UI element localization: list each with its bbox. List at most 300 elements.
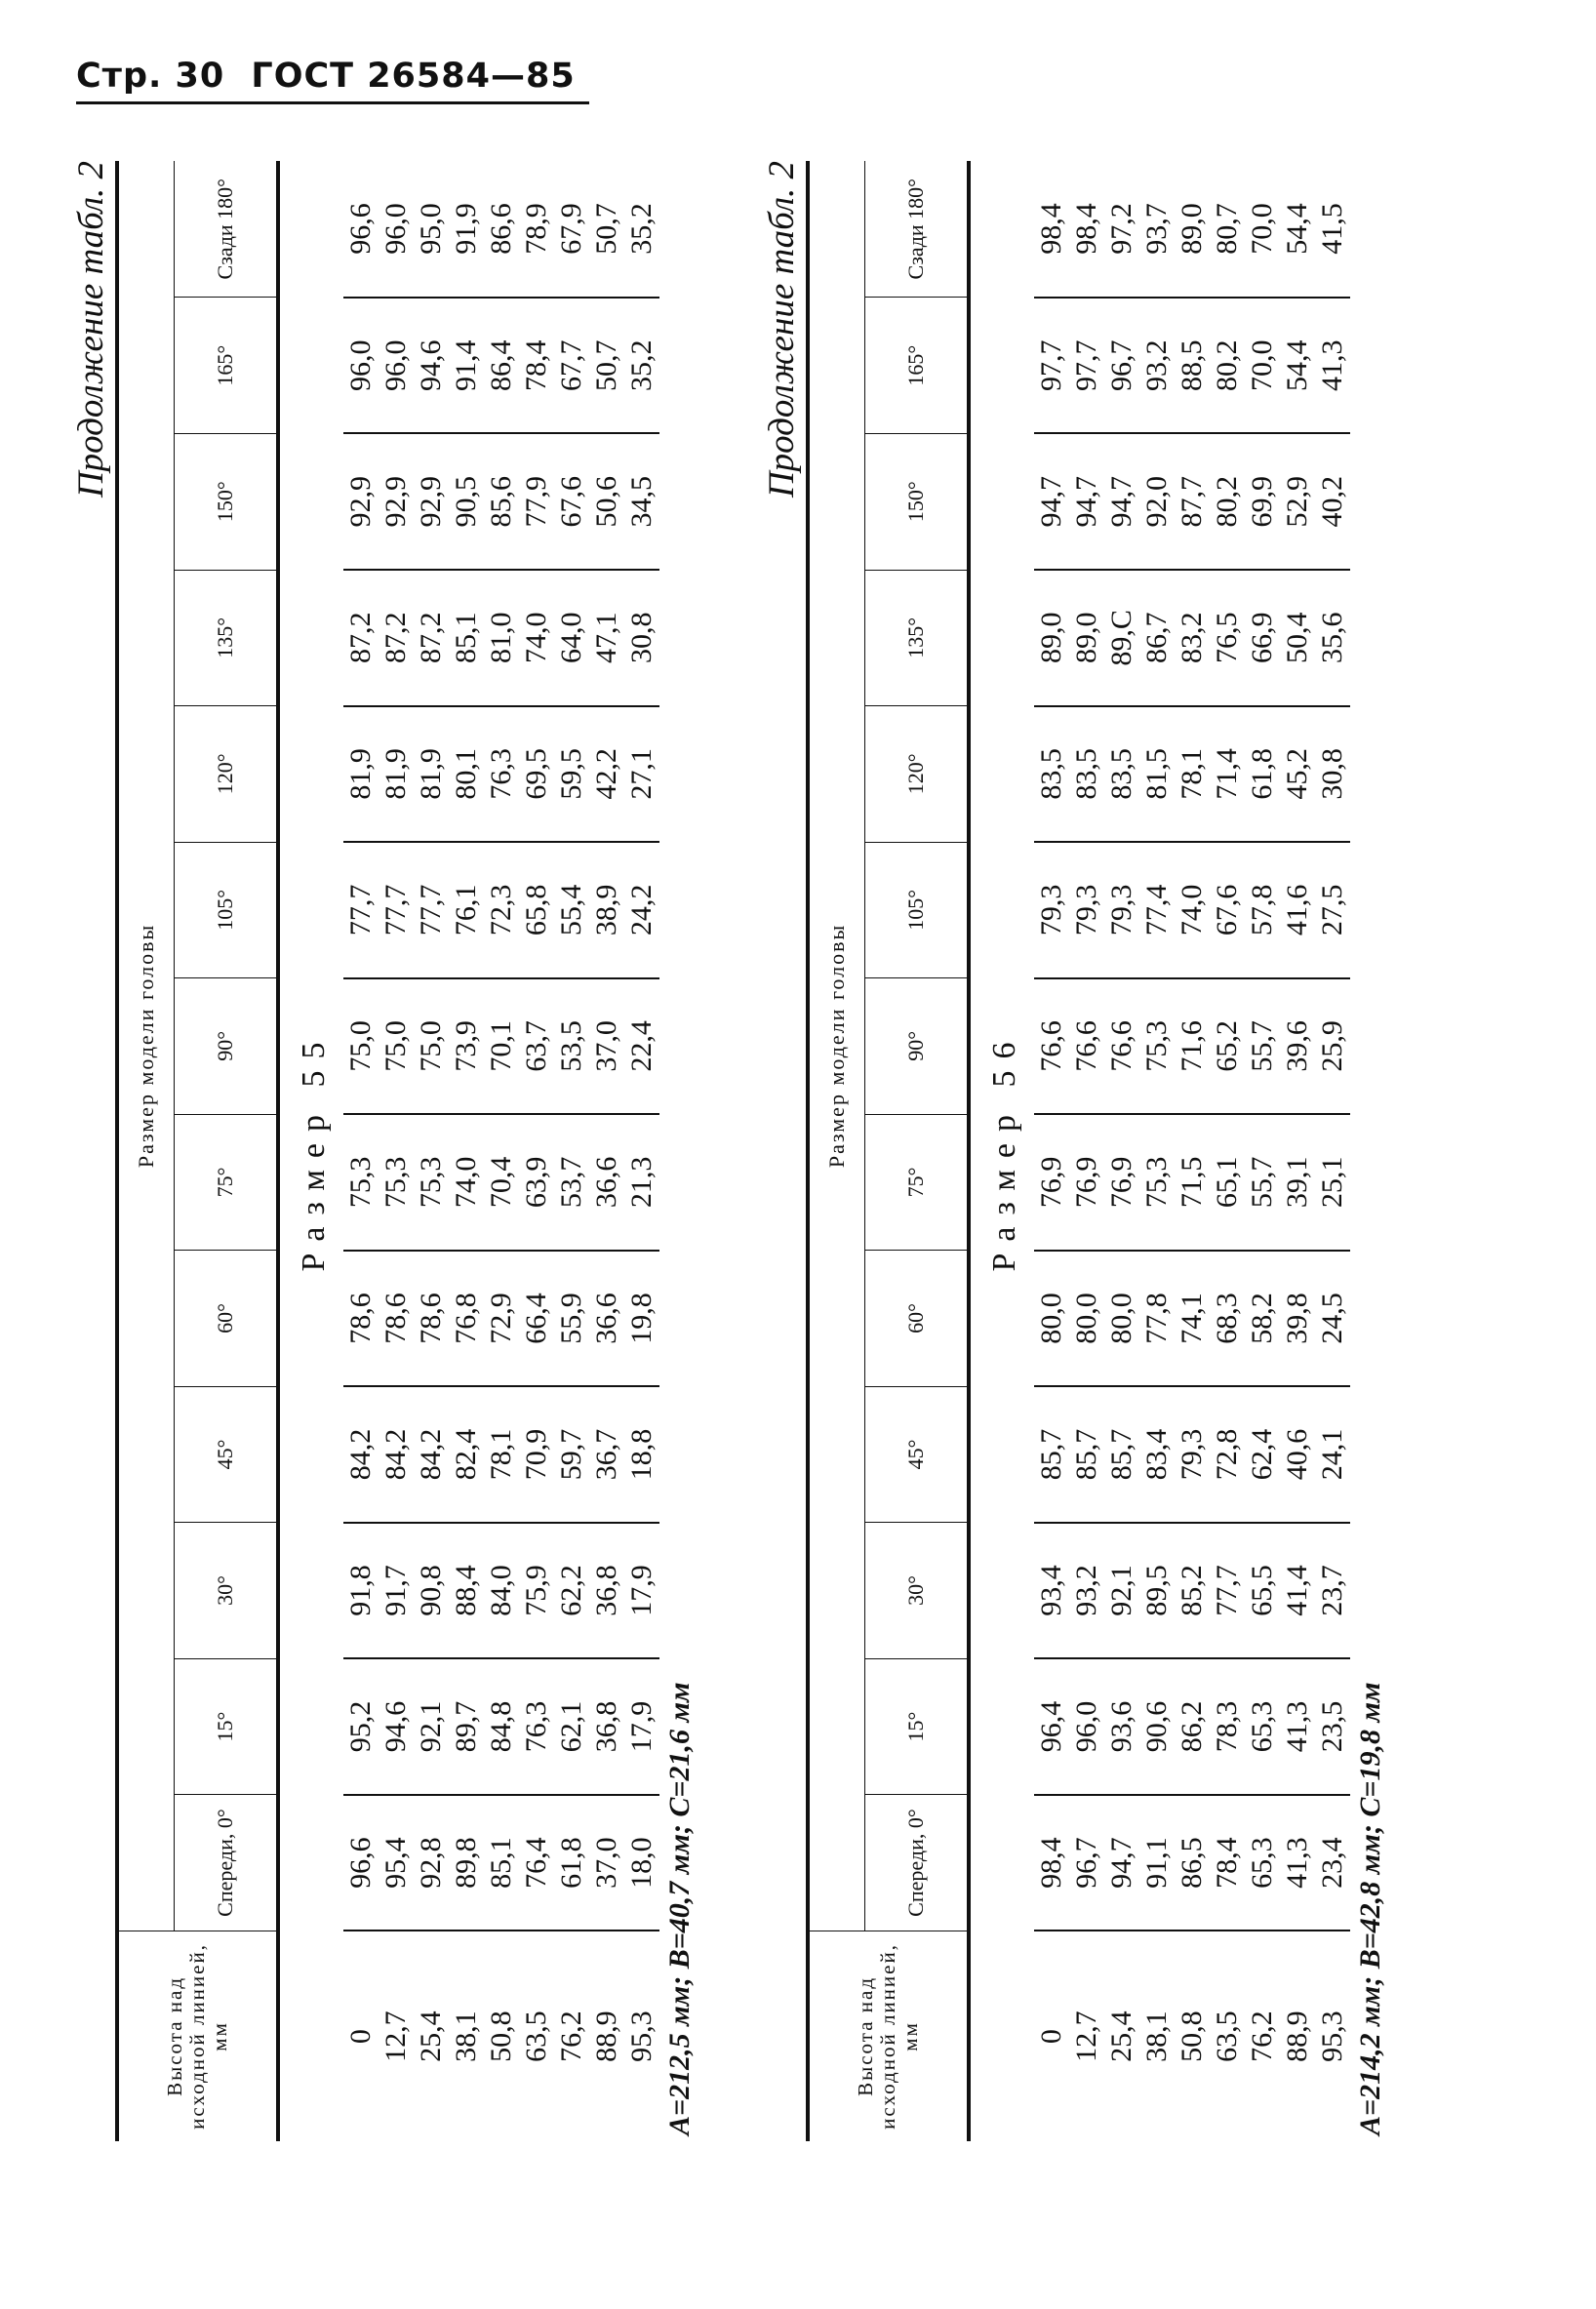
- table-cell: 85,1: [450, 612, 482, 664]
- table-cell: 84,0: [485, 1565, 517, 1616]
- table-cell: 87,7: [1176, 476, 1208, 528]
- table-cell: 41,6: [1281, 884, 1313, 936]
- table-cell: 86,7: [1140, 612, 1173, 664]
- table-cell: 76,5: [1211, 612, 1243, 664]
- table-cell: 61,8: [555, 1837, 587, 1889]
- table-cell: 70,0: [1246, 203, 1278, 255]
- table-cell: 87,2: [344, 612, 377, 664]
- table-cell: 77,7: [1211, 1565, 1243, 1616]
- table-cell: 83,2: [1176, 612, 1208, 664]
- table-cell: 78,6: [379, 1293, 412, 1344]
- table-cell: 80,0: [1070, 1293, 1102, 1344]
- size-label: Размер: [296, 1102, 332, 1272]
- table-cell: 22,4: [625, 1020, 658, 1072]
- angle-header: 135°: [865, 570, 970, 706]
- table-cell: 78,4: [1211, 1837, 1243, 1889]
- angle-header: 30°: [865, 1523, 970, 1659]
- angle-header: 150°: [865, 434, 970, 571]
- table-cell: 67,7: [555, 339, 587, 391]
- table-cell: 96,0: [1070, 1700, 1102, 1753]
- table-cell: 76,2: [555, 2010, 587, 2062]
- table-cell: 68,3: [1211, 1293, 1243, 1344]
- table-cell: 89,7: [450, 1700, 482, 1753]
- table-block-1: [70, 161, 787, 2141]
- values-cell: [343, 161, 659, 298]
- height-column-header: Высота над исходной линией, мм: [117, 1931, 278, 2141]
- table-cell: 89,0: [1176, 203, 1208, 255]
- values-cell: [1034, 1795, 1350, 1931]
- table-cell: 69,5: [520, 748, 552, 800]
- table-cell: 75,0: [379, 1020, 412, 1072]
- table-cell: 65,2: [1211, 1020, 1243, 1072]
- table-cell: 80,2: [1211, 476, 1243, 528]
- table-cell: 58,2: [1246, 1293, 1278, 1344]
- data-table: [806, 161, 1387, 2141]
- table-cell: 66,9: [1246, 612, 1278, 664]
- table-cell: 83,4: [1140, 1428, 1173, 1481]
- table-cell: 98,4: [1035, 203, 1067, 255]
- table-cell: 95,4: [379, 1837, 412, 1889]
- table-cell: 71,6: [1176, 1020, 1208, 1072]
- angle-header: 120°: [865, 706, 970, 843]
- table-cell: 92,1: [415, 1700, 447, 1753]
- table-cell: 42,2: [590, 748, 622, 800]
- table-cell: 86,4: [485, 339, 517, 391]
- table-cell: 36,8: [590, 1700, 622, 1753]
- table-cell: 78,6: [344, 1293, 377, 1344]
- table-cell: 80,0: [1035, 1293, 1067, 1344]
- values-cell: [343, 1795, 659, 1931]
- table-cell: 97,7: [1035, 339, 1067, 391]
- table-cell: 92,9: [344, 476, 377, 528]
- table-cell: 92,9: [379, 476, 412, 528]
- table-cell: 96,0: [344, 339, 377, 391]
- table-cell: 55,7: [1246, 1156, 1278, 1209]
- table-cell: 95,3: [1316, 2010, 1348, 2062]
- table-cell: 39,8: [1281, 1293, 1313, 1344]
- table-cell: 45,2: [1281, 748, 1313, 800]
- table-cell: 77,7: [379, 884, 412, 936]
- table-cell: 52,9: [1281, 476, 1313, 528]
- table-cell: 91,8: [344, 1565, 377, 1616]
- table-cell: 89,8: [450, 1837, 482, 1889]
- angle-header: 135°: [175, 570, 279, 706]
- table-cell: 96,7: [1070, 1837, 1102, 1889]
- table-cell: 76,3: [520, 1700, 552, 1753]
- table-cell: 74,0: [520, 612, 552, 664]
- table-cell: 38,9: [590, 884, 622, 936]
- values-cell: [343, 1386, 659, 1523]
- table-cell: 47,1: [590, 612, 622, 664]
- table-cell: 81,5: [1140, 748, 1173, 800]
- table-cell: 93,2: [1070, 1565, 1102, 1616]
- group-header: Размер модели головы: [808, 161, 865, 1931]
- table-cell: 57,8: [1246, 884, 1278, 936]
- table-cell: 41,3: [1316, 339, 1348, 391]
- table-cell: 0: [344, 2029, 377, 2045]
- values-cell: [343, 1658, 659, 1795]
- table-cell: 27,1: [625, 748, 658, 800]
- table-cell: 50,8: [1176, 2010, 1208, 2062]
- table-cell: 70,1: [485, 1020, 517, 1072]
- table-cell: 24,1: [1316, 1428, 1348, 1481]
- table-cell: 75,3: [1140, 1020, 1173, 1072]
- table-cell: 75,9: [520, 1565, 552, 1616]
- table-cell: 41,4: [1281, 1565, 1313, 1616]
- angle-header: 90°: [865, 978, 970, 1115]
- table-cell: 92,1: [1105, 1565, 1137, 1616]
- table-cell: 70,4: [485, 1156, 517, 1209]
- table-cell: 79,3: [1070, 884, 1102, 936]
- table-cell: 95,0: [415, 203, 447, 255]
- values-cell: [1034, 161, 1350, 298]
- table-cell: 61,8: [1246, 748, 1278, 800]
- table-cell: 75,3: [1140, 1156, 1173, 1209]
- table-cell: 93,6: [1105, 1700, 1137, 1753]
- table-cell: 88,9: [1281, 2010, 1313, 2062]
- table-cell: 74,0: [1176, 884, 1208, 936]
- table-cell: 76,1: [450, 884, 482, 936]
- values-cell: [343, 978, 659, 1115]
- table-cell: 62,2: [555, 1565, 587, 1616]
- table-cell: 71,4: [1211, 748, 1243, 800]
- table-cell: 54,4: [1281, 203, 1313, 255]
- table-cell: 25,4: [1105, 2010, 1137, 2062]
- table-cell: 62,1: [555, 1700, 587, 1753]
- table-cell: 23,5: [1316, 1700, 1348, 1753]
- table-cell: 89,0: [1035, 612, 1067, 664]
- table-cell: 69,9: [1246, 476, 1278, 528]
- table-cell: 76,6: [1035, 1020, 1067, 1072]
- table-cell: 70,0: [1246, 339, 1278, 391]
- table-cell: 94,6: [415, 339, 447, 391]
- table-cell: 96,0: [379, 203, 412, 255]
- table-cell: 91,4: [450, 339, 482, 391]
- table-cell: 25,9: [1316, 1020, 1348, 1072]
- table-cell: 77,7: [415, 884, 447, 936]
- table-cell: 76,6: [1070, 1020, 1102, 1072]
- table-cell: 21,3: [625, 1156, 658, 1209]
- table-cell: 19,8: [625, 1293, 658, 1344]
- table-cell: 96,6: [344, 1837, 377, 1889]
- table-cell: 12,7: [379, 2010, 412, 2062]
- table-cell: 63,7: [520, 1020, 552, 1072]
- table-cell: 94,7: [1105, 1837, 1137, 1889]
- table-cell: 88,4: [450, 1565, 482, 1616]
- table-cell: 83,5: [1105, 748, 1137, 800]
- table-cell: 94,6: [379, 1700, 412, 1753]
- angle-header: 105°: [175, 842, 279, 978]
- table-cell: 76,8: [450, 1293, 482, 1344]
- table-cell: 50,4: [1281, 612, 1313, 664]
- table-cell: 59,7: [555, 1428, 587, 1481]
- table-cell: 66,4: [520, 1293, 552, 1344]
- table-cell: 95,2: [344, 1700, 377, 1753]
- table-cell: 65,3: [1246, 1700, 1278, 1753]
- table-cell: 36,6: [590, 1293, 622, 1344]
- table-cell: 23,4: [1316, 1837, 1348, 1889]
- table-cell: 78,4: [520, 339, 552, 391]
- table-cell: 74,1: [1176, 1293, 1208, 1344]
- table-cell: 35,6: [1316, 612, 1348, 664]
- table-cell: 86,5: [1176, 1837, 1208, 1889]
- values-cell: [1034, 978, 1350, 1115]
- table-cell: 72,3: [485, 884, 517, 936]
- table-cell: 79,3: [1035, 884, 1067, 936]
- angle-header: 75°: [865, 1114, 970, 1251]
- angle-header: 165°: [865, 298, 970, 434]
- table-cell: 85,7: [1070, 1428, 1102, 1481]
- table-cell: 37,0: [590, 1837, 622, 1889]
- table-cell: 87,2: [379, 612, 412, 664]
- size-label: Размер: [986, 1102, 1022, 1272]
- table-cell: 80,7: [1211, 203, 1243, 255]
- table-cell: 93,7: [1140, 203, 1173, 255]
- page-header: [76, 57, 589, 104]
- size-heading: [278, 161, 343, 2141]
- table-cell: 76,2: [1246, 2010, 1278, 2062]
- table-cell: 76,6: [1105, 1020, 1137, 1072]
- table-cell: 85,7: [1035, 1428, 1067, 1481]
- table-cell: 36,7: [590, 1428, 622, 1481]
- table-cell: 77,9: [520, 476, 552, 528]
- table-cell: 80,2: [1211, 339, 1243, 391]
- table-cell: 75,3: [379, 1156, 412, 1209]
- dimensions-note: A=214,2 мм; B=42,8 мм; C=19,8 мм: [1354, 1682, 1386, 2135]
- angle-header: 150°: [175, 434, 279, 571]
- table-cell: 96,6: [344, 203, 377, 255]
- values-cell: [343, 434, 659, 571]
- table-cell: 73,9: [450, 1020, 482, 1072]
- table-cell: 39,1: [1281, 1156, 1313, 1209]
- table-cell: 88,9: [590, 2010, 622, 2062]
- table-cell: 81,0: [485, 612, 517, 664]
- table-cell: 88,5: [1176, 339, 1208, 391]
- table-cell: 92,9: [415, 476, 447, 528]
- table-cell: 65,1: [1211, 1156, 1243, 1209]
- table-cell: 75,0: [344, 1020, 377, 1072]
- table-cell: 84,2: [344, 1428, 377, 1481]
- table-cell: 30,8: [1316, 748, 1348, 800]
- angle-header: 60°: [865, 1251, 970, 1387]
- values-cell: [1034, 706, 1350, 843]
- table-cell: 93,2: [1140, 339, 1173, 391]
- table-cell: 94,7: [1105, 476, 1137, 528]
- table-cell: 91,1: [1140, 1837, 1173, 1889]
- angle-header: Спереди, 0°: [175, 1795, 279, 1931]
- table-cell: 84,2: [415, 1428, 447, 1481]
- table-cell: 97,7: [1070, 339, 1102, 391]
- data-row-group: [1034, 161, 1350, 2141]
- table-cell: 38,1: [1140, 2010, 1173, 2062]
- table-cell: 91,9: [450, 203, 482, 255]
- table-cell: 24,5: [1316, 1293, 1348, 1344]
- table-cell: 67,6: [1211, 884, 1243, 936]
- size-number: 55: [296, 1030, 332, 1088]
- values-cell: [1034, 1658, 1350, 1795]
- table-cell: 17,9: [625, 1700, 658, 1753]
- table-cell: 23,7: [1316, 1565, 1348, 1616]
- table-cell: 90,5: [450, 476, 482, 528]
- table-cell: 50,7: [590, 203, 622, 255]
- table-cell: 78,1: [1176, 748, 1208, 800]
- table-cell: 78,3: [1211, 1700, 1243, 1753]
- table-cell: 36,8: [590, 1565, 622, 1616]
- angle-header: 165°: [175, 298, 279, 434]
- table-cell: 65,5: [1246, 1565, 1278, 1616]
- table-cell: 90,8: [415, 1565, 447, 1616]
- heights-cell: [343, 1931, 659, 2141]
- table-cell: 78,6: [415, 1293, 447, 1344]
- standard-number: ГОСТ 26584—85: [251, 57, 576, 96]
- table-cell: 87,2: [415, 612, 447, 664]
- values-cell: [1034, 1523, 1350, 1659]
- table-cell: 85,6: [485, 476, 517, 528]
- table-cell: 75,0: [415, 1020, 447, 1072]
- group-header: Размер модели головы: [117, 161, 175, 1931]
- angle-header: Сзади 180°: [175, 161, 279, 298]
- table-cell: 76,9: [1035, 1156, 1067, 1209]
- table-cell: 50,7: [590, 339, 622, 391]
- table-cell: 94,7: [1035, 476, 1067, 528]
- angle-header: 90°: [175, 978, 279, 1115]
- data-row-group: [343, 161, 659, 2141]
- table-cell: 83,5: [1070, 748, 1102, 800]
- table-cell: 96,4: [1035, 1700, 1067, 1753]
- table-cell: 55,7: [1246, 1020, 1278, 1072]
- table-cell: 59,5: [555, 748, 587, 800]
- table-cell: 25,4: [415, 2010, 447, 2062]
- table-cell: 39,6: [1281, 1020, 1313, 1072]
- table-cell: 81,9: [415, 748, 447, 800]
- table-cell: 65,8: [520, 884, 552, 936]
- table-cell: 85,1: [485, 1837, 517, 1889]
- table-cell: 80,0: [1105, 1293, 1137, 1344]
- table-cell: 41,5: [1316, 203, 1348, 255]
- table-cell: 77,4: [1140, 884, 1173, 936]
- table-cell: 25,1: [1316, 1156, 1348, 1209]
- page-number: Стр. 30: [76, 57, 225, 96]
- angle-header: 105°: [865, 842, 970, 978]
- table-cell: 78,9: [520, 203, 552, 255]
- table-cell: 78,1: [485, 1428, 517, 1481]
- table-cell: 55,9: [555, 1293, 587, 1344]
- table-cell: 63,9: [520, 1156, 552, 1209]
- values-cell: [1034, 434, 1350, 571]
- table-cell: 41,3: [1281, 1700, 1313, 1753]
- table-cell: 62,4: [1246, 1428, 1278, 1481]
- size-heading: [969, 161, 1034, 2141]
- angle-header: 15°: [865, 1658, 970, 1795]
- table-cell: 72,8: [1211, 1428, 1243, 1481]
- values-cell: [1034, 1251, 1350, 1387]
- table-cell: 36,6: [590, 1156, 622, 1209]
- height-column-header: Высота над исходной линией, мм: [808, 1931, 969, 2141]
- table-cell: 18,0: [625, 1837, 658, 1889]
- table-cell: 63,5: [520, 2010, 552, 2062]
- table-cell: 50,6: [590, 476, 622, 528]
- values-cell: [343, 298, 659, 434]
- table-cell: 34,5: [625, 476, 658, 528]
- angle-header: Сзади 180°: [865, 161, 970, 298]
- values-cell: [1034, 1386, 1350, 1523]
- table-cell: 38,1: [450, 2010, 482, 2062]
- table-cell: 67,9: [555, 203, 587, 255]
- angle-header: 45°: [865, 1386, 970, 1523]
- table-cell: 50,8: [485, 2010, 517, 2062]
- table-cell: 96,0: [379, 339, 412, 391]
- values-cell: [1034, 842, 1350, 978]
- table-cell: 96,7: [1105, 339, 1137, 391]
- values-cell: [343, 706, 659, 843]
- table-cell: 76,9: [1070, 1156, 1102, 1209]
- table-cell: 85,7: [1105, 1428, 1137, 1481]
- table-cell: 89,0: [1070, 612, 1102, 664]
- table-cell: 75,3: [344, 1156, 377, 1209]
- values-cell: [343, 1251, 659, 1387]
- table-cell: 53,7: [555, 1156, 587, 1209]
- table-cell: 83,5: [1035, 748, 1067, 800]
- table-cell: 84,2: [379, 1428, 412, 1481]
- table-caption: Продолжение табл. 2: [762, 161, 802, 498]
- table-cell: 65,3: [1246, 1837, 1278, 1889]
- table-cell: 86,6: [485, 203, 517, 255]
- table-cell: 77,7: [344, 884, 377, 936]
- table-caption: Продолжение табл. 2: [71, 161, 111, 498]
- table-cell: 89,5: [1140, 1565, 1173, 1616]
- table-cell: 64,0: [555, 612, 587, 664]
- table-cell: 93,4: [1035, 1565, 1067, 1616]
- table-cell: 92,0: [1140, 476, 1173, 528]
- values-cell: [343, 1523, 659, 1659]
- angle-header: 45°: [175, 1386, 279, 1523]
- table-cell: 90,6: [1140, 1700, 1173, 1753]
- table-cell: 76,3: [485, 748, 517, 800]
- table-cell: 97,2: [1105, 203, 1137, 255]
- table-cell: 79,3: [1105, 884, 1137, 936]
- table-cell: 81,9: [344, 748, 377, 800]
- angle-header: 75°: [175, 1114, 279, 1251]
- table-cell: 41,3: [1281, 1837, 1313, 1889]
- table-cell: 86,2: [1176, 1700, 1208, 1753]
- table-cell: 30,8: [625, 612, 658, 664]
- data-table: [115, 161, 697, 2141]
- table-cell: 98,4: [1070, 203, 1102, 255]
- table-cell: 98,4: [1035, 1837, 1067, 1889]
- table-cell: 53,5: [555, 1020, 587, 1072]
- table-cell: 95,3: [625, 2010, 658, 2062]
- table-cell: 12,7: [1070, 2010, 1102, 2062]
- table-cell: 54,4: [1281, 339, 1313, 391]
- table-cell: 17,9: [625, 1565, 658, 1616]
- table-cell: 85,2: [1176, 1565, 1208, 1616]
- dimensions-note: A=212,5 мм; B=40,7 мм; C=21,6 мм: [663, 1682, 696, 2135]
- table-cell: 24,2: [625, 884, 658, 936]
- table-cell: 35,2: [625, 203, 658, 255]
- angle-header: Спереди, 0°: [865, 1795, 970, 1931]
- table-cell: 76,9: [1105, 1156, 1137, 1209]
- table-cell: 40,6: [1281, 1428, 1313, 1481]
- table-cell: 74,0: [450, 1156, 482, 1209]
- table-cell: 63,5: [1211, 2010, 1243, 2062]
- angle-header: 15°: [175, 1658, 279, 1795]
- angle-header: 120°: [175, 706, 279, 843]
- angle-header: 60°: [175, 1251, 279, 1387]
- values-cell: [343, 1114, 659, 1251]
- table-cell: 40,2: [1316, 476, 1348, 528]
- table-cell: 35,2: [625, 339, 658, 391]
- table-cell: 27,5: [1316, 884, 1348, 936]
